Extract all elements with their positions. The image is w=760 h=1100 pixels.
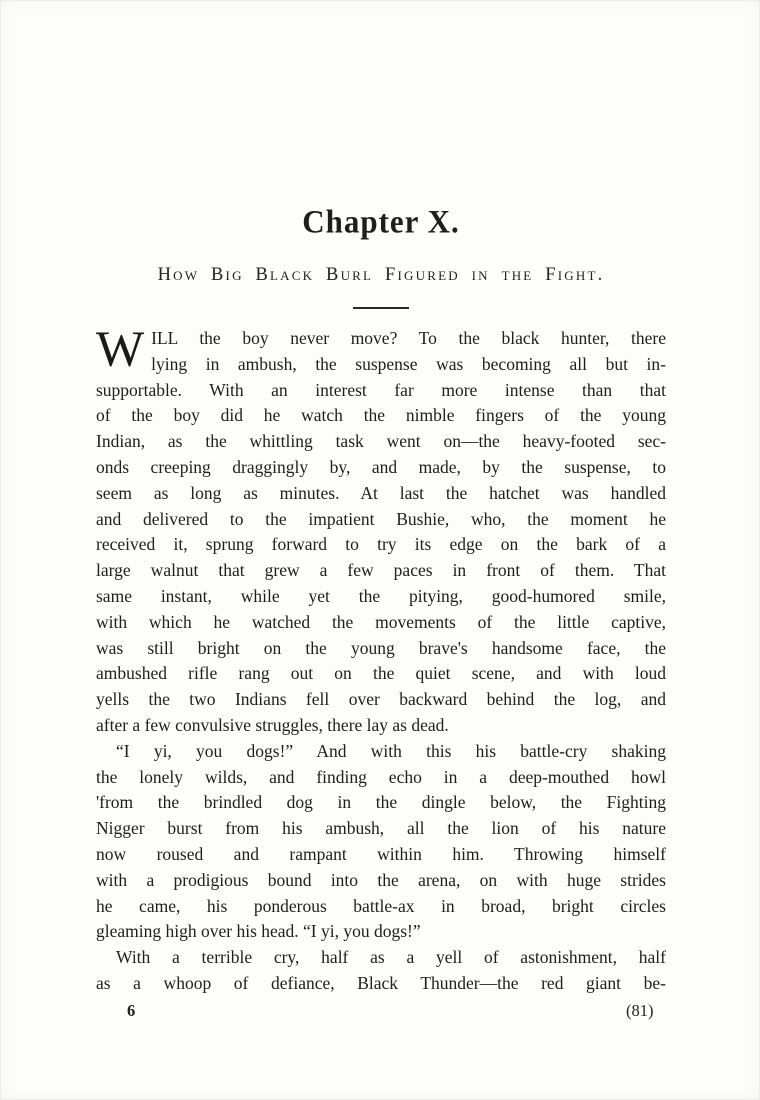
text-line: of the boy did he watch the nimble fingers of the young [96, 405, 666, 426]
text-line: ILL the boy never move? To the black hunter, there [151, 328, 666, 348]
text-line: as a whoop of defiance, Black Thunder—the red giant be- [96, 972, 666, 993]
paragraph [96, 739, 666, 945]
text-line: onds creeping draggingly by, and made, by the suspense, to [96, 456, 666, 477]
body-text [96, 322, 666, 997]
paragraph [96, 322, 666, 739]
text-line: with which he watched the movements of the little captive, [96, 611, 666, 632]
text-line: lying in ambush, the suspense was becoming all but in- [151, 353, 666, 374]
section-divider [353, 307, 409, 309]
text-line: yells the two Indians fell over backward behind the log, and [96, 689, 666, 710]
text-line: “I yi, you dogs!” And with this his battle-cry shaking [116, 740, 666, 761]
text-line: same instant, while yet the pitying, good-humored smile, [96, 585, 666, 606]
text-line: was still bright on the young brave's handsome face, the [96, 637, 666, 658]
text-line: Indian, as the whittling task went on—the heavy-footed sec- [96, 431, 666, 452]
text-line: ambushed rifle rang out on the quiet scene, and with loud [96, 663, 666, 684]
text-line: seem as long as minutes. At last the hatchet was handled [96, 482, 666, 503]
text-line: received it, sprung forward to try its edge on the bark of a [96, 534, 666, 555]
drop-cap: W [96, 322, 145, 378]
text-line: the lonely wilds, and finding echo in a deep-mouthed howl [96, 766, 666, 787]
text-line: Nigger burst from his ambush, all the lion of his nature [96, 818, 666, 839]
text-line: after a few convulsive struggles, there lay as dead. [96, 714, 449, 735]
text-line: 'from the brindled dog in the dingle below, the Fighting [96, 792, 666, 813]
text-line: he came, his ponderous battle-ax in broad, bright circles [96, 895, 666, 916]
page-number: (81) [626, 1001, 654, 1020]
signature-number: 6 [127, 1001, 136, 1020]
paragraph [96, 945, 666, 997]
text-line: With a terrible cry, half as a yell of astonishment, half [116, 947, 666, 968]
text-line: with a prodigious bound into the arena, on with huge strides [96, 869, 666, 890]
text-line: now roused and rampant within him. Throwing himself [96, 843, 666, 864]
page-content [96, 204, 666, 997]
text-line: and delivered to the impatient Bushie, who, the moment he [96, 508, 666, 529]
chapter-title: Chapter X. [302, 203, 460, 240]
text-line: large walnut that grew a few paces in front of them. That [96, 560, 666, 581]
text-line: gleaming high over his head. “I yi, you dogs!” [96, 921, 421, 942]
text-line: supportable. With an interest far more intense than that [96, 379, 666, 400]
chapter-subtitle: How Big Black Burl Figured in the Fight. [157, 265, 605, 285]
